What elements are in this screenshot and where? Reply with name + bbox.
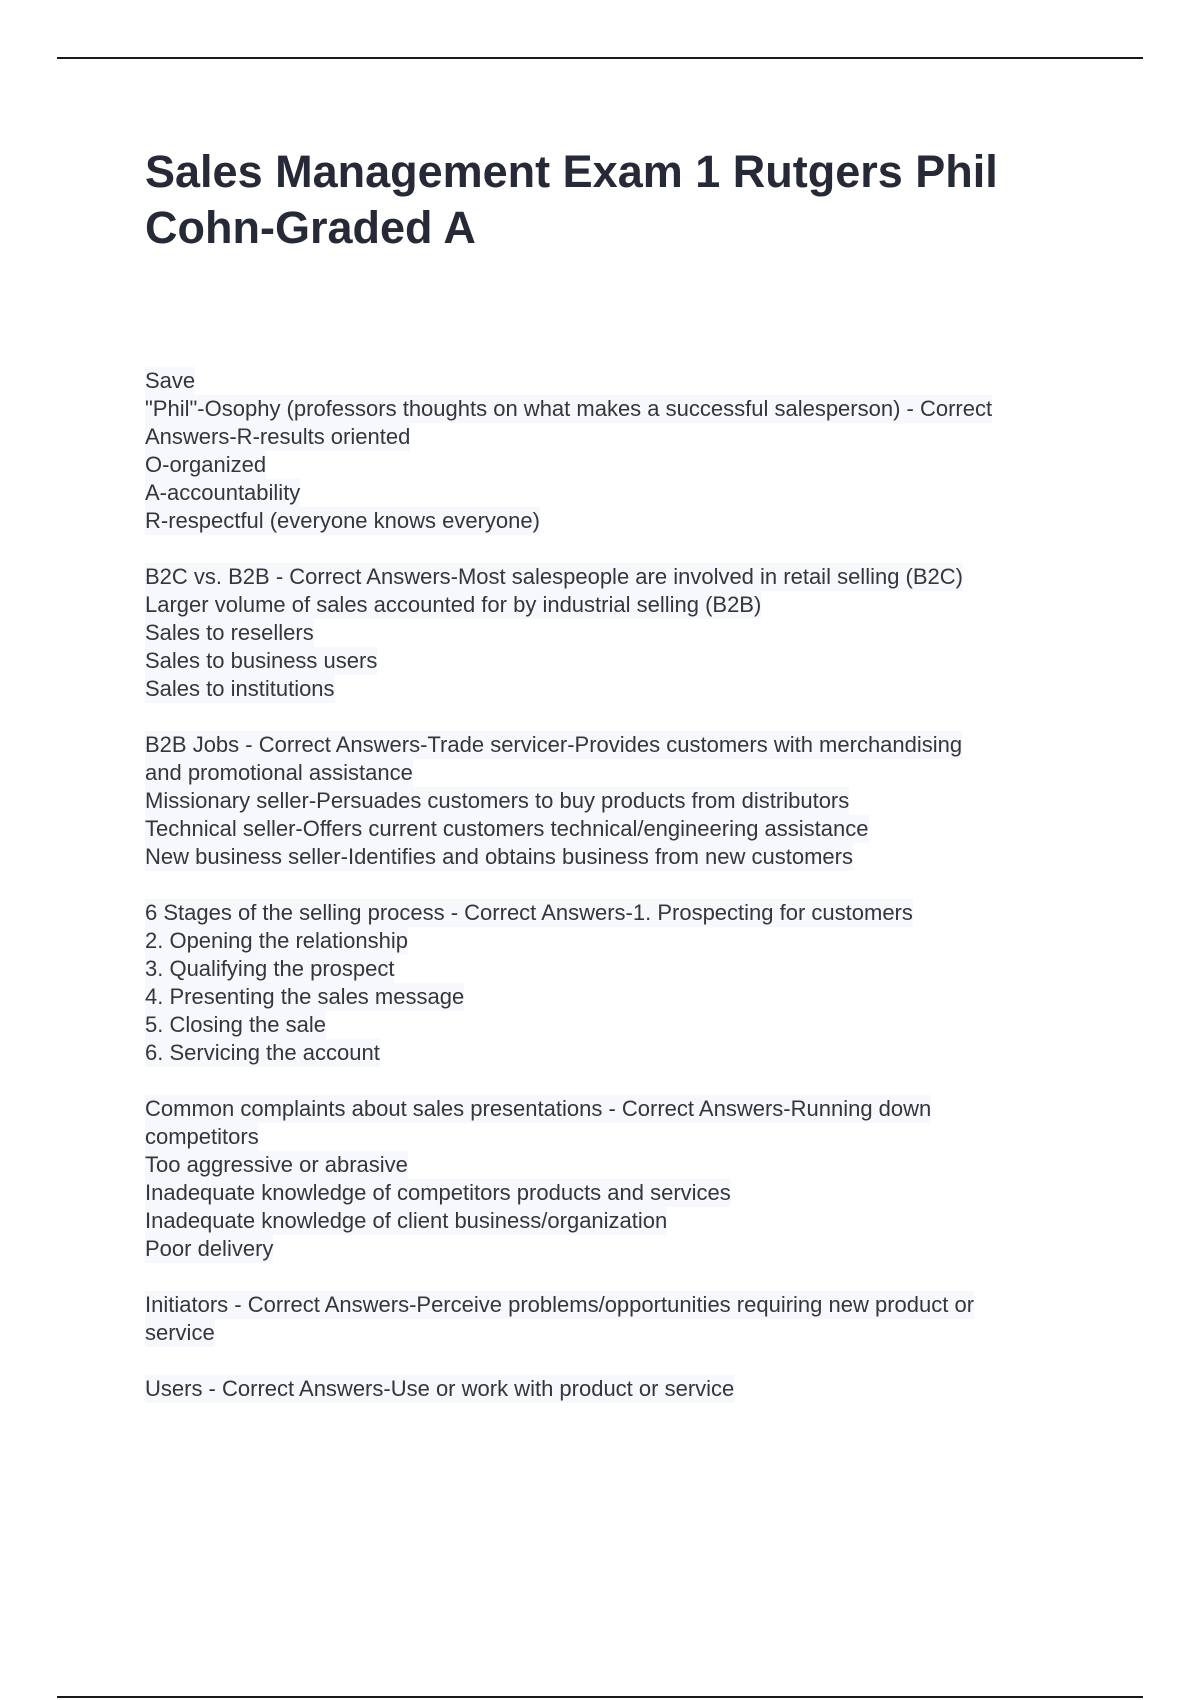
block-spacer bbox=[145, 1263, 1105, 1291]
text-line: Larger volume of sales accounted for by industrial selling (B2B) bbox=[145, 592, 762, 617]
text-line: Initiators - Correct Answers-Perceive problems/opportunities requiring new product or bbox=[145, 1292, 975, 1317]
text-line: R-respectful (everyone knows everyone) bbox=[145, 508, 540, 533]
text-line: Common complaints about sales presentations - Correct Answers-Running down bbox=[145, 1096, 932, 1121]
text-line: 6. Servicing the account bbox=[145, 1040, 380, 1065]
text-line: New business seller-Identifies and obtains business from new customers bbox=[145, 844, 853, 869]
text-line: 2. Opening the relationship bbox=[145, 928, 408, 953]
text-line: service bbox=[145, 1320, 215, 1345]
qa-block bbox=[145, 1095, 1105, 1263]
save-link[interactable]: Save bbox=[145, 368, 196, 393]
text-line: Inadequate knowledge of client business/organization bbox=[145, 1208, 668, 1233]
qa-block bbox=[145, 1291, 1105, 1347]
text-line: Too aggressive or abrasive bbox=[145, 1152, 408, 1177]
text-line: Missionary seller-Persuades customers to buy products from distributors bbox=[145, 788, 850, 813]
qa-block bbox=[145, 1375, 1105, 1403]
text-line: 5. Closing the sale bbox=[145, 1012, 326, 1037]
bottom-divider bbox=[57, 1696, 1143, 1698]
text-line: and promotional assistance bbox=[145, 760, 413, 785]
text-line: competitors bbox=[145, 1124, 259, 1149]
qa-block bbox=[145, 563, 1105, 703]
text-line: 6 Stages of the selling process - Correct Answers-1. Prospecting for customers bbox=[145, 900, 913, 925]
block-spacer bbox=[145, 1067, 1105, 1095]
qa-block bbox=[145, 899, 1105, 1067]
text-line: Answers-R-results oriented bbox=[145, 424, 411, 449]
text-line: Sales to resellers bbox=[145, 620, 314, 645]
page-title: Sales Management Exam 1 Rutgers Phil Cohn-Graded A bbox=[145, 146, 998, 253]
text-line: Inadequate knowledge of competitors products and services bbox=[145, 1180, 731, 1205]
text-line: Technical seller-Offers current customers technical/engineering assistance bbox=[145, 816, 869, 841]
block-spacer bbox=[145, 535, 1105, 563]
text-line: A-accountability bbox=[145, 480, 301, 505]
qa-block bbox=[145, 367, 1105, 535]
text-line: "Phil"-Osophy (professors thoughts on what makes a successful salesperson) - Correct bbox=[145, 396, 993, 421]
text-line: Sales to business users bbox=[145, 648, 378, 673]
block-spacer bbox=[145, 703, 1105, 731]
text-line: B2C vs. B2B - Correct Answers-Most salespeople are involved in retail selling (B2C) bbox=[145, 564, 963, 589]
text-line: 3. Qualifying the prospect bbox=[145, 956, 395, 981]
text-line: 4. Presenting the sales message bbox=[145, 984, 465, 1009]
document-body bbox=[145, 367, 1105, 1403]
block-spacer bbox=[145, 1347, 1105, 1375]
text-line: O-organized bbox=[145, 452, 267, 477]
block-spacer bbox=[145, 871, 1105, 899]
text-line: B2B Jobs - Correct Answers-Trade servicer-Provides customers with merchandising bbox=[145, 732, 963, 757]
qa-block bbox=[145, 731, 1105, 871]
text-line: Users - Correct Answers-Use or work with product or service bbox=[145, 1376, 735, 1401]
text-line: Sales to institutions bbox=[145, 676, 335, 701]
text-line: Poor delivery bbox=[145, 1236, 274, 1261]
top-divider bbox=[57, 57, 1143, 59]
